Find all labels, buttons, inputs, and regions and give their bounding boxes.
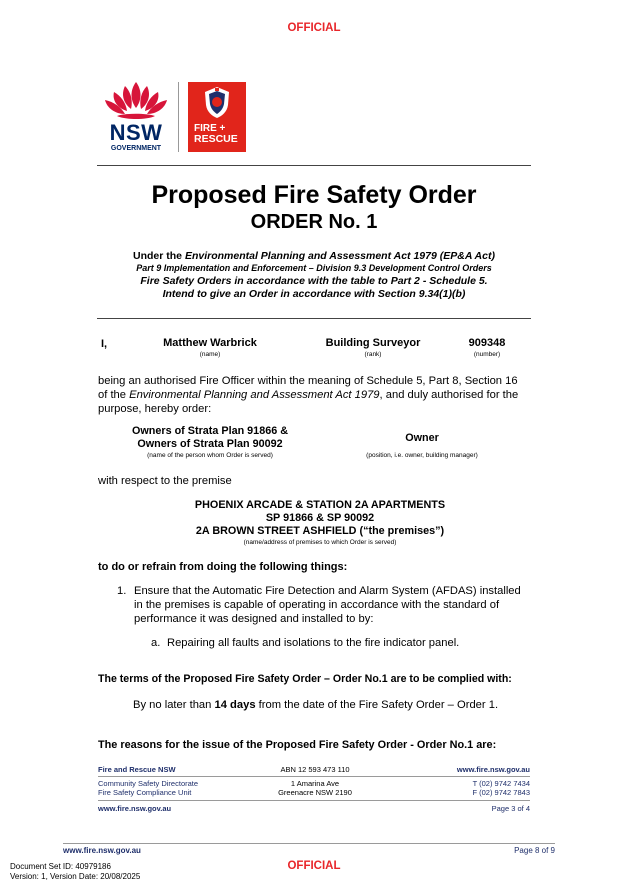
officer-rank-caption: (rank) xyxy=(364,351,382,358)
schedule-reference: Fire Safety Orders in accordance with the table to Part 2 - Schedule 5. xyxy=(140,275,488,287)
inner-footer-abn: ABN 12 593 473 110 xyxy=(280,765,350,774)
served-position: Owner xyxy=(405,432,439,444)
inner-footer-address: 1 Amarina Ave Greenacre NSW 2190 xyxy=(278,779,352,797)
page-footer-page-number: Page 8 of 9 xyxy=(514,846,555,855)
document-title: Proposed Fire Safety Order xyxy=(151,181,477,209)
logo-divider xyxy=(178,82,179,152)
officer-number: 909348 xyxy=(468,337,506,349)
fire-rescue-logo xyxy=(188,82,246,152)
document-set-info: Document Set ID: 40979186 Version: 1, Version Date: 20/08/2025 xyxy=(10,862,141,881)
item-1-number: 1. xyxy=(117,585,127,597)
fire-rescue-line1: FIRE + xyxy=(194,123,226,134)
premises-address: PHOENIX ARCADE & STATION 2A APARTMENTS SP 91866 & SP 90092 2A BROWN STREET ASHFIELD (“the premises”) xyxy=(194,499,446,537)
inner-footer-page-number: Page 3 of 4 xyxy=(491,804,530,813)
section-rule xyxy=(97,318,531,319)
inner-footer-rule-bottom xyxy=(98,800,530,801)
part-9-reference: Part 9 Implementation and Enforcement – Division 9.3 Development Control Orders xyxy=(136,263,492,273)
authorisation-paragraph: being an authorised Fire Officer within the meaning of Schedule 5, Part 8, Section 16 of the Environmental Planning and Assessment Act 1979, and duly authorised for the purpose, hereby order: xyxy=(98,375,519,415)
officer-number-caption: (number) xyxy=(473,351,501,358)
premises-caption: (name/address of premises to which Order is served) xyxy=(243,539,397,546)
officer-name-caption: (name) xyxy=(199,351,221,358)
do-heading: to do or refrain from doing the following things: xyxy=(98,561,348,573)
served-party-caption: (name of the person whom Order is served) xyxy=(147,452,273,459)
inner-footer-phones: T (02) 9742 7434 F (02) 9742 7843 xyxy=(472,779,530,797)
compliance-deadline: By no later than 14 days from the date of the Fire Safety Order – Order 1. xyxy=(133,699,499,711)
item-1a-letter: a. xyxy=(151,637,161,649)
premise-intro: with respect to the premise xyxy=(98,475,232,487)
nsw-government-logo xyxy=(97,78,175,158)
inner-footer-directorate: Community Safety Directorate Fire Safety Compliance Unit xyxy=(98,779,199,797)
served-position-caption: (position, i.e. owner, building manager) xyxy=(366,452,478,459)
classification-bottom: OFFICIAL xyxy=(287,860,341,872)
reasons-heading: The reasons for the issue of the Proposed Fire Safety Order - Order No.1 are: xyxy=(98,739,497,751)
section-reference: Intend to give an Order in accordance with Section 9.34(1)(b) xyxy=(162,288,466,300)
inner-footer-web-link[interactable]: www.fire.nsw.gov.au xyxy=(98,804,172,813)
inner-footer-web: www.fire.nsw.gov.au xyxy=(456,765,530,774)
officer-name: Matthew Warbrick xyxy=(163,337,257,349)
item-1a-text: Repairing all faults and isolations to the fire indicator panel. xyxy=(167,637,460,649)
inner-footer-org: Fire and Rescue NSW xyxy=(98,765,176,774)
inner-footer-rule-top xyxy=(98,776,530,777)
fire-rescue-crest-icon xyxy=(202,85,232,119)
page-footer-web[interactable]: www.fire.nsw.gov.au xyxy=(63,846,141,855)
act-reference: Under the Environmental Planning and Assessment Act 1979 (EP&A Act) xyxy=(133,250,495,262)
item-1-text: Ensure that the Automatic Fire Detection and Alarm System (AFDAS) installed in the premises is capable of operating in accordance with the standard of performance it was designed and installed to by: xyxy=(134,585,521,625)
classification-top: OFFICIAL xyxy=(287,22,341,34)
page-footer-rule xyxy=(63,843,555,844)
terms-heading: The terms of the Proposed Fire Safety Order – Order No.1 are to be complied with: xyxy=(98,673,512,685)
waratah-icon xyxy=(97,78,175,122)
nsw-wordmark: NSW xyxy=(109,120,163,145)
officer-prefix: I, xyxy=(101,338,108,350)
fire-rescue-line2: RESCUE xyxy=(194,133,238,145)
nsw-government-label: GOVERNMENT xyxy=(110,145,162,152)
header-rule xyxy=(97,165,531,166)
officer-rank: Building Surveyor xyxy=(325,337,421,349)
served-party: Owners of Strata Plan 91866 & Owners of Strata Plan 90092 xyxy=(131,425,289,450)
order-number: ORDER No. 1 xyxy=(250,211,378,233)
